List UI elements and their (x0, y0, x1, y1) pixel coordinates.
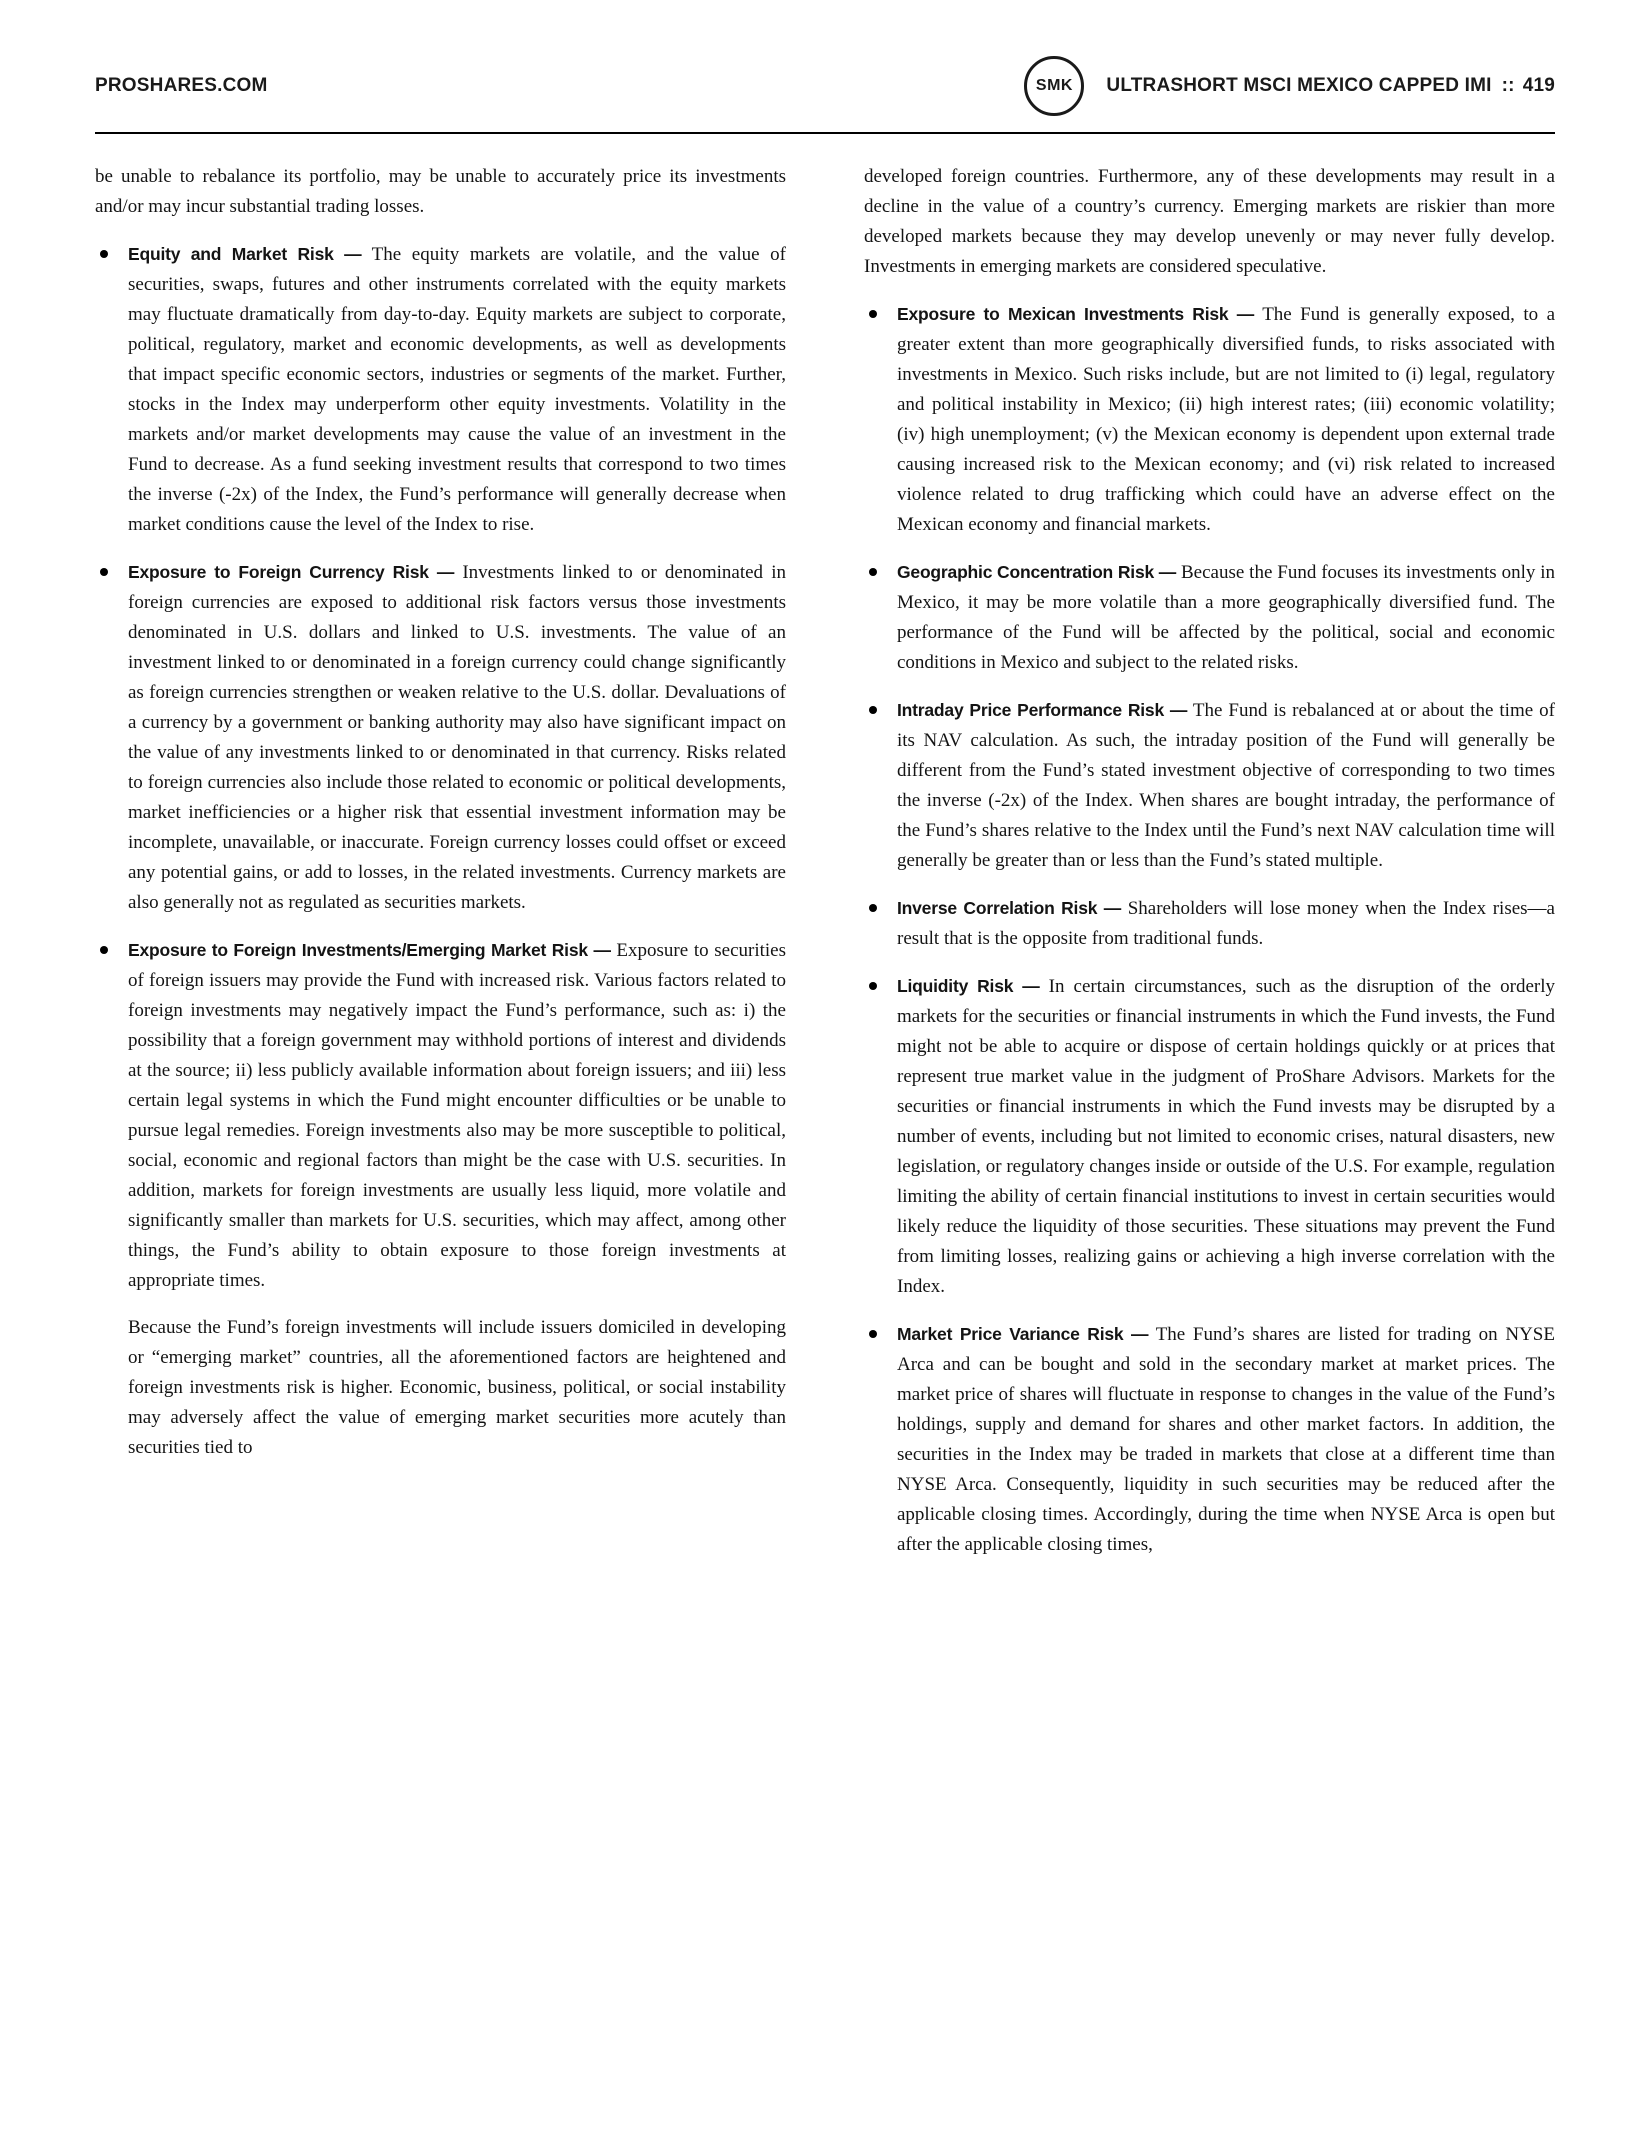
header-right (1024, 56, 1555, 116)
risk-label: Exposure to Foreign Currency Risk — (128, 562, 455, 582)
risk-text: The equity markets are volatile, and the value of securities, swaps, futures and other instruments correlated with the equity markets may fluctuate dramatically from day-to-day. Equity markets are subject to corporate, political, regulatory, market and economic developments, as well as developments that impact specific economic sectors, industries or segments of the market. Further, stocks in the Index may underperform other equity investments. Volatility in the markets and/or market developments may cause the value of an investment in the Fund to decrease. As a fund seeking investment results that correspond to two times the inverse (-2x) of the Index, the Fund’s performance will generally decrease when market conditions cause the level of the Index to rise. (128, 244, 786, 535)
risk-text: Shareholders will lose money when the Index rises—a result that is the opposite from traditional funds. (897, 898, 1555, 949)
left-column (95, 162, 786, 1560)
risk-label: Liquidity Risk — (897, 976, 1040, 996)
two-column-body (0, 134, 1650, 1560)
smk-logo (1024, 56, 1084, 116)
fund-title: ULTRASHORT MSCI MEXICO CAPPED IMI (1106, 75, 1492, 96)
risk-item-geographic-concentration (864, 557, 1555, 678)
risk-item-foreign-investments-emerging-market (95, 935, 786, 1296)
page-number: 419 (1522, 75, 1555, 96)
risk-label: Inverse Correlation Risk — (897, 898, 1122, 918)
risk-text: The Fund is generally exposed, to a greater extent than more geographically diversified funds, to risks associated with investments in Mexico. Such risks include, but are not limited to (i) legal, regulatory and political instability in Mexico; (ii) high interest rates; (iii) economic volatility; (iv) high unemployment; (v) the Mexican economy is dependent upon external trade causing increased risk to the Mexican economy; and (vi) risk related to increased violence related to drug trafficking which could have an adverse effect on the Mexican economy and financial markets. (897, 304, 1556, 535)
risk-label: Equity and Market Risk — (128, 244, 362, 264)
risk-item-inverse-correlation (864, 893, 1555, 954)
title-separator: :: (1501, 75, 1515, 96)
risk-item-liquidity (864, 971, 1555, 1302)
risk-text: Because the Fund focuses its investments only in Mexico, it may be more volatile than a more geographically diversified fund. The performance of the Fund will be affected by the political, social and economic conditions in Mexico and subject to the related risks. (897, 562, 1556, 673)
brand-text: PROSHARES.COM (95, 75, 268, 96)
paragraph-continuation (864, 162, 1555, 282)
bullet-icon (100, 568, 108, 576)
risk-text: Exposure to securities of foreign issuers may provide the Fund with increased risk. Various factors related to foreign investments may negatively impact the Fund’s performance, such as: i) the possibility that a foreign government may withhold portions of interest and dividends at the source; ii) less publicly available information about foreign issuers; and iii) less certain legal systems in which the Fund might encounter difficulties or be unable to pursue legal remedies. Foreign investments also may be more susceptible to political, social, economic and regional factors than might be the case with U.S. securities. In addition, markets for foreign investments are usually less liquid, more volatile and significantly smaller than markets for U.S. securities, which may affect, among other things, the Fund’s ability to obtain exposure to those foreign investments at appropriate times. (128, 940, 787, 1291)
bullet-icon (100, 946, 108, 954)
risk-item-equity-and-market (95, 239, 786, 540)
bullet-icon (100, 250, 108, 258)
risk-item-market-price-variance (864, 1319, 1555, 1560)
risk-item-mexican-investments (864, 299, 1555, 540)
risk-label: Exposure to Mexican Investments Risk — (897, 304, 1255, 324)
page-header (0, 0, 1650, 116)
risk-label: Intraday Price Performance Risk — (897, 700, 1188, 720)
bullet-icon (869, 706, 877, 714)
risk-text: The Fund is rebalanced at or about the time of its NAV calculation. As such, the intraday position of the Fund will generally be different from the Fund’s stated investment objective of corresponding to two times the inverse (-2x) of the Index. When shares are bought intraday, the performance of the Fund’s shares relative to the Index until the Fund’s next NAV calculation time will generally be greater than or less than the Fund’s stated multiple. (897, 700, 1555, 871)
risk-text: The Fund’s shares are listed for trading on NYSE Arca and can be bought and sold in the secondary market at market prices. The market price of shares will fluctuate in response to changes in the value of the Fund’s holdings, supply and demand for shares and other market factors. In addition, the securities in the Index may be traded in markets that close at a different time than NYSE Arca. Consequently, liquidity in such securities may be reduced after the applicable closing times. Accordingly, during the time when NYSE Arca is open but after the applicable closing times, (897, 1324, 1555, 1555)
bullet-icon (869, 568, 877, 576)
right-column (864, 162, 1555, 1560)
smk-logo-text: SMK (1035, 77, 1073, 94)
risk-label: Market Price Variance Risk — (897, 1324, 1149, 1344)
risk-label: Geographic Concentration Risk — (897, 562, 1177, 582)
bullet-icon (869, 1330, 877, 1338)
fund-title-wrap (1106, 75, 1555, 97)
risk-label: Exposure to Foreign Investments/Emerging Market Risk — (128, 940, 611, 960)
paragraph-text: be unable to rebalance its portfolio, may be unable to accurately price its investments and/or may incur substantial trading losses. (95, 166, 786, 217)
paragraph-text: developed foreign countries. Furthermore, any of these developments may result in a decline in the value of a country’s currency. Emerging markets are riskier than more developed markets because they may develop unevenly or may never fully develop. Investments in emerging markets are considered speculative. (864, 166, 1555, 277)
risk-item-foreign-currency (95, 557, 786, 918)
risk-text: In certain circumstances, such as the disruption of the orderly markets for the securities or financial instruments in which the Fund invests, the Fund might not be able to acquire or dispose of certain holdings quickly or at prices that represent true market value in the judgment of ProShare Advisors. Markets for the securities or financial instruments in which the Fund invests may be disrupted by a number of events, including but not limited to economic crises, natural disasters, new legislation, or regulatory changes inside or outside of the U.S. For example, regulation limiting the ability of certain financial institutions to invest in certain securities would likely reduce the liquidity of those securities. These situations may prevent the Fund from limiting losses, realizing gains or achieving a high inverse correlation with the Index. (897, 976, 1555, 1297)
bullet-icon (869, 904, 877, 912)
paragraph-text: Because the Fund’s foreign investments will include issuers domiciled in developing or “emerging market” countries, all the aforementioned factors are heightened and foreign investments risk is higher. Economic, business, political, or social instability may adversely affect the value of emerging market securities more acutely than securities tied to (128, 1317, 786, 1458)
paragraph-continuation (128, 1313, 786, 1463)
bullet-icon (869, 982, 877, 990)
paragraph-continuation (95, 162, 786, 222)
risk-item-intraday-price-performance (864, 695, 1555, 876)
bullet-icon (869, 310, 877, 318)
risk-text: Investments linked to or denominated in foreign currencies are exposed to additional risk factors versus those investments denominated in U.S. dollars and linked to U.S. investments. The value of an investment linked to or denominated in a foreign currency could change significantly as foreign currencies strengthen or weaken relative to the U.S. dollar. Devaluations of a currency by a government or banking authority may also have significant impact on the value of any investments linked to or denominated in that currency. Risks related to foreign currencies also include those related to economic or political developments, market inefficiencies or a higher risk that essential investment information may be incomplete, unavailable, or inaccurate. Foreign currency losses could offset or exceed any potential gains, or add to losses, in the related investments. Currency markets are also generally not as regulated as securities markets. (128, 562, 786, 913)
